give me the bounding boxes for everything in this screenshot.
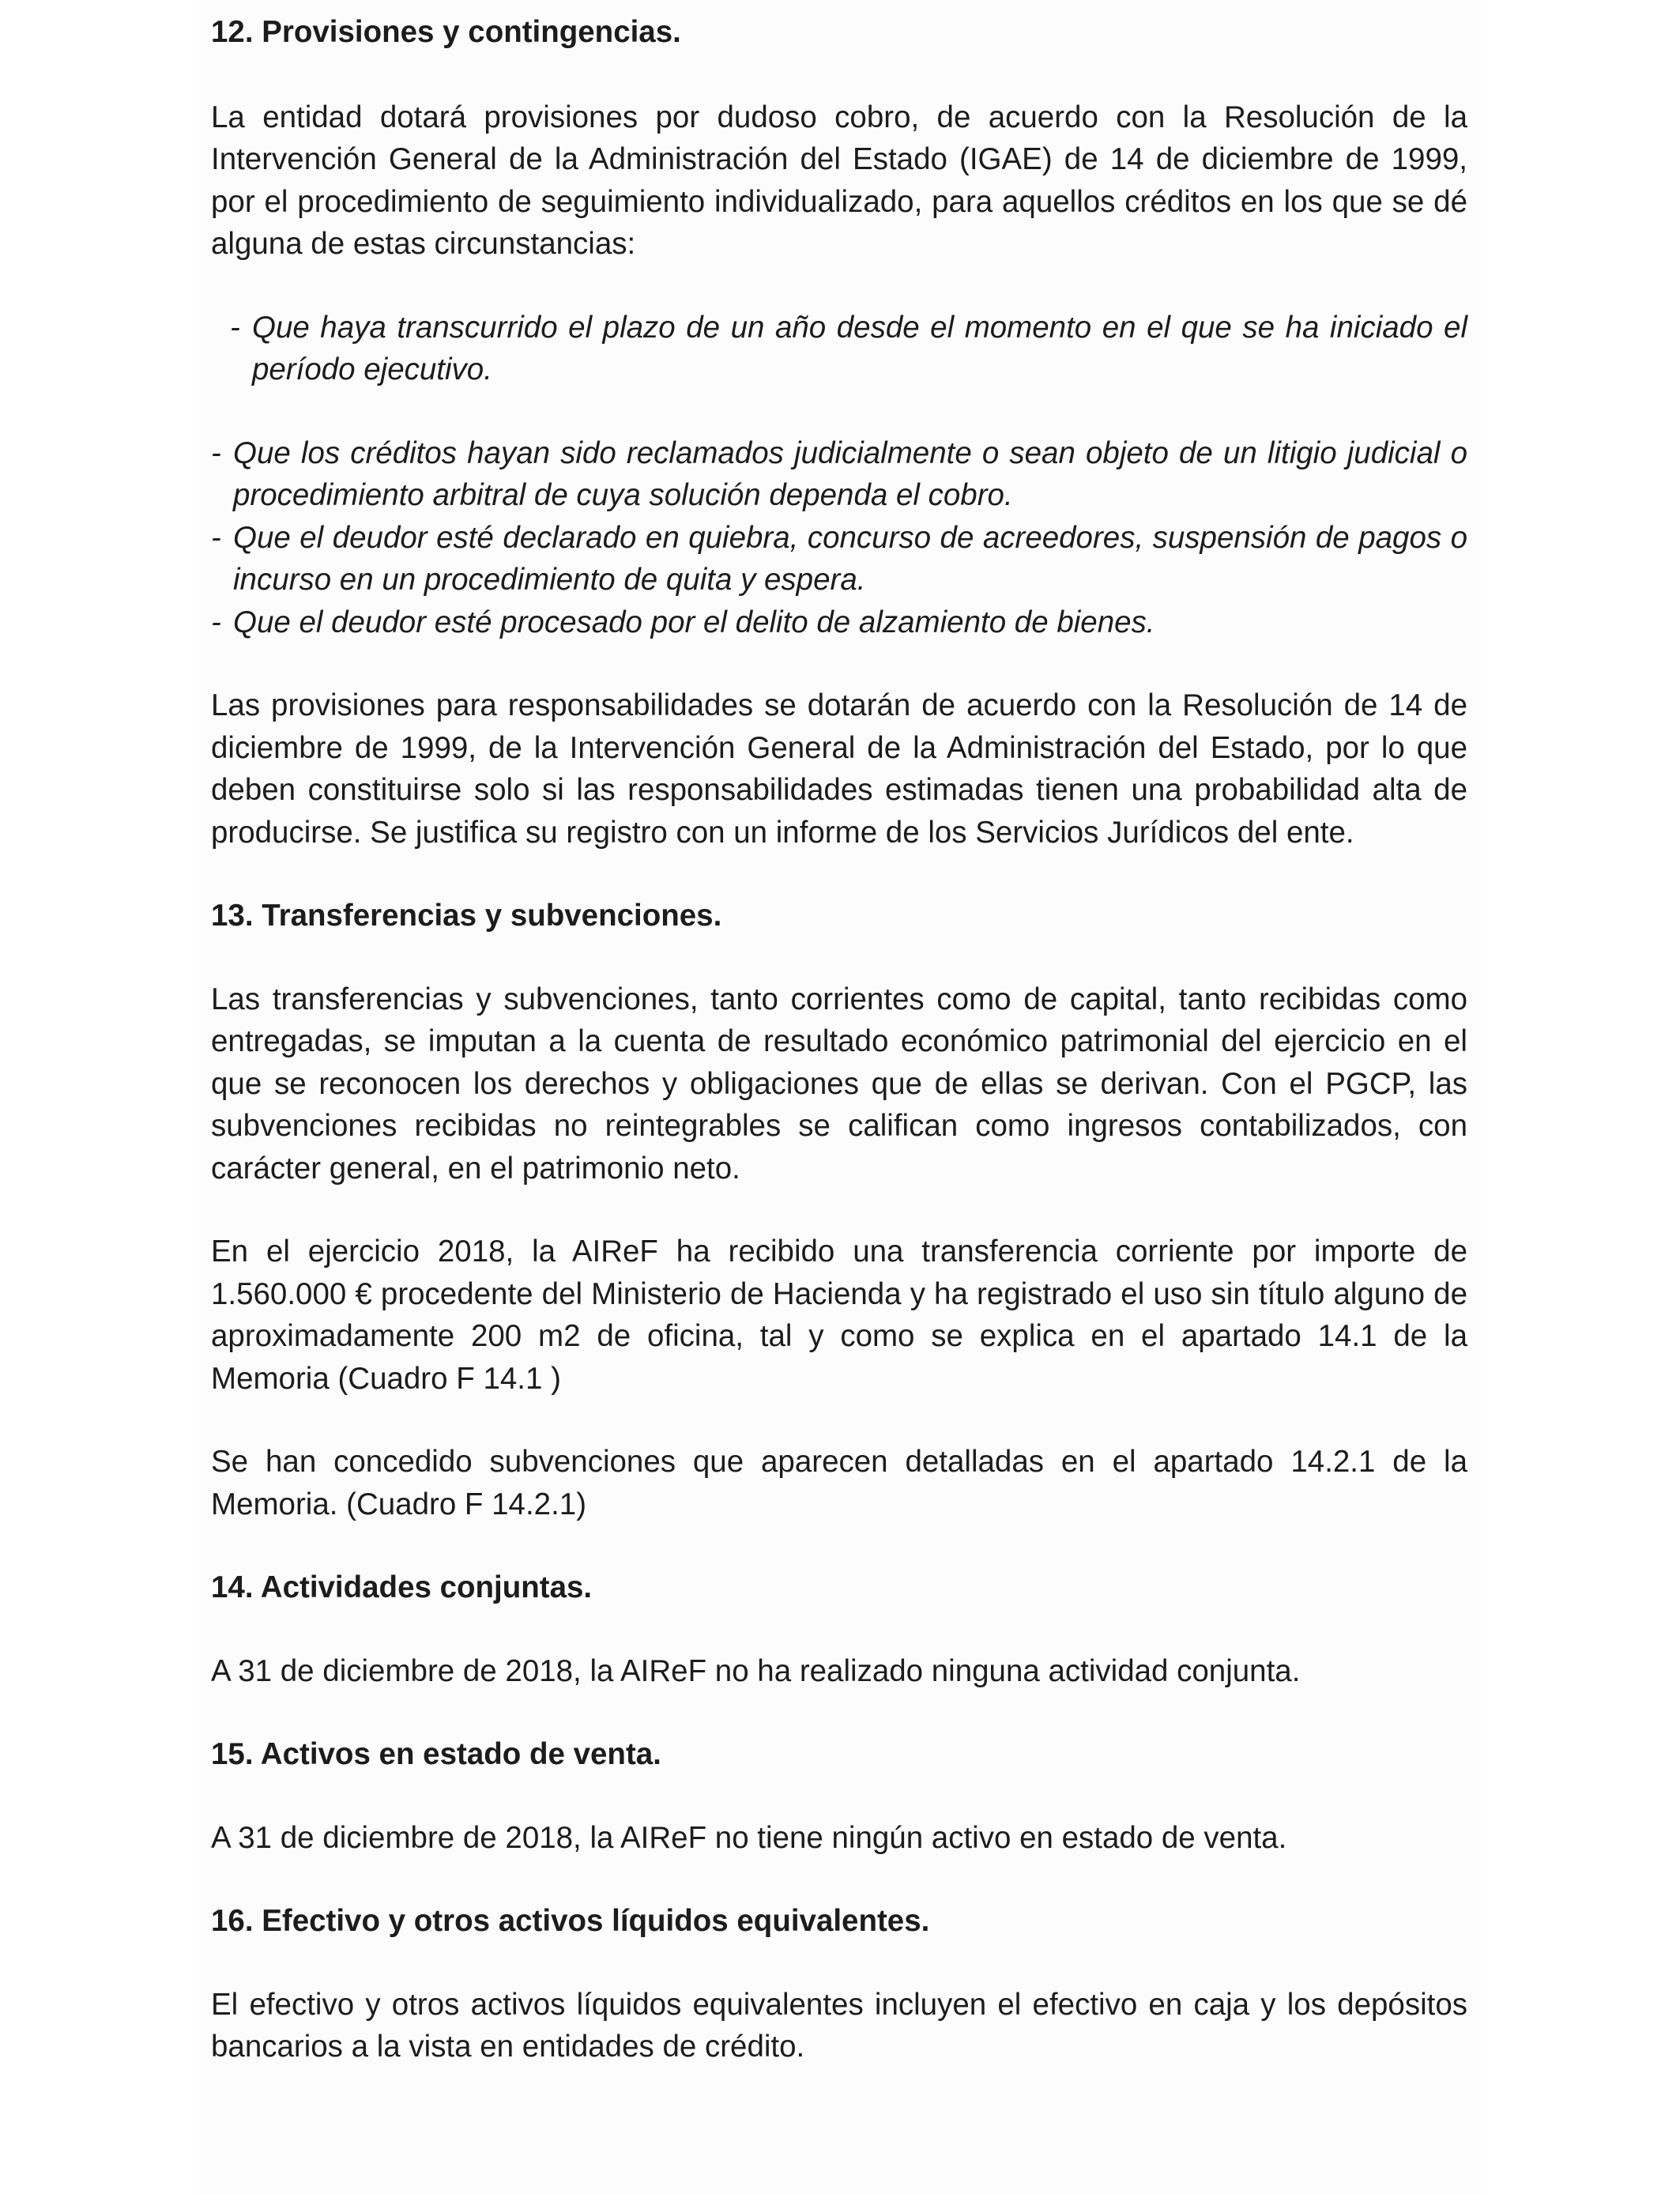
section-12-list-b <box>211 432 1467 644</box>
bullet-dash: - <box>211 520 221 555</box>
list-item-text: Que el deudor esté procesado por el delito de alzamiento de bienes. <box>233 605 1155 639</box>
list-item <box>211 517 1467 601</box>
document-body <box>211 11 1467 2068</box>
section-16-heading: 16. Efectivo y otros activos líquidos equivalentes. <box>211 1904 930 1938</box>
bullet-dash: - <box>211 605 221 639</box>
section-12-list-a <box>211 307 1467 391</box>
section-13-paragraph-1: Las transferencias y subvenciones, tanto corrientes como de capital, tanto recibidas como entregadas, se imputan a la cuenta de resultado económico patrimonial del ejercicio en el que se reconocen los derechos y obligaciones que de ellas se derivan. Con el PGCP, las subvenciones recibidas no reintegrables se califican como ingresos contabilizados, con carácter general, en el patrimonio neto. <box>211 982 1467 1186</box>
bullet-dash: - <box>230 310 240 345</box>
list-item <box>211 432 1467 517</box>
section-16-paragraph-1: El efectivo y otros activos líquidos equivalentes incluyen el efectivo en caja y los depósitos bancarios a la vista en entidades de crédito. <box>211 1987 1467 2064</box>
section-14-heading: 14. Actividades conjuntas. <box>211 1570 593 1604</box>
list-item-text: Que el deudor esté declarado en quiebra, concurso de acreedores, suspensión de pagos o incurso en un procedimiento de quita y espera. <box>233 520 1467 597</box>
section-14-paragraph-1: A 31 de diciembre de 2018, la AIReF no ha realizado ninguna actividad conjunta. <box>211 1653 1301 1688</box>
section-13-paragraph-3: Se han concedido subvenciones que aparecen detalladas en el apartado 14.2.1 de la Memoria. (Cuadro F 14.2.1) <box>211 1445 1467 1521</box>
section-15-paragraph-1: A 31 de diciembre de 2018, la AIReF no tiene ningún activo en estado de venta. <box>211 1820 1287 1855</box>
list-item <box>230 307 1467 391</box>
list-item <box>211 601 1467 644</box>
section-12-paragraph-2: Las provisiones para responsabilidades se dotarán de acuerdo con la Resolución de 14 de diciembre de 1999, de la Intervención General de la Administración del Estado, por lo que deben constituirse solo si las responsabilidades estimadas tienen una probabilidad alta de producirse. Se justifica su registro con un informe de los Servicios Jurídicos del ente. <box>211 688 1467 850</box>
bullet-dash: - <box>211 435 221 470</box>
section-13-paragraph-2: En el ejercicio 2018, la AIReF ha recibido una transferencia corriente por importe de 1.560.000 € procedente del Ministerio de Hacienda y ha registrado el uso sin título alguno de aproximadamente 200 m2 de oficina, tal y como se explica en el apartado 14.1 de la Memoria (Cuadro F 14.1 ) <box>211 1235 1467 1396</box>
list-item-text: Que haya transcurrido el plazo de un año desde el momento en el que se ha iniciado el período ejecutivo. <box>252 310 1467 386</box>
section-12-paragraph-1: La entidad dotará provisiones por dudoso cobro, de acuerdo con la Resolución de la Intervención General de la Administración del Estado (IGAE) de 14 de diciembre de 1999, por el procedimiento de seguimiento individualizado, para aquellos créditos en los que se dé alguna de estas circunstancias: <box>211 100 1467 261</box>
section-13-heading: 13. Transferencias y subvenciones. <box>211 899 722 933</box>
section-15-heading: 15. Activos en estado de venta. <box>211 1737 661 1771</box>
list-item-text: Que los créditos hayan sido reclamados judicialmente o sean objeto de un litigio judicial o procedimiento arbitral de cuya solución dependa el cobro. <box>233 435 1467 512</box>
section-12-heading: 12. Provisiones y contingencias. <box>211 15 681 49</box>
